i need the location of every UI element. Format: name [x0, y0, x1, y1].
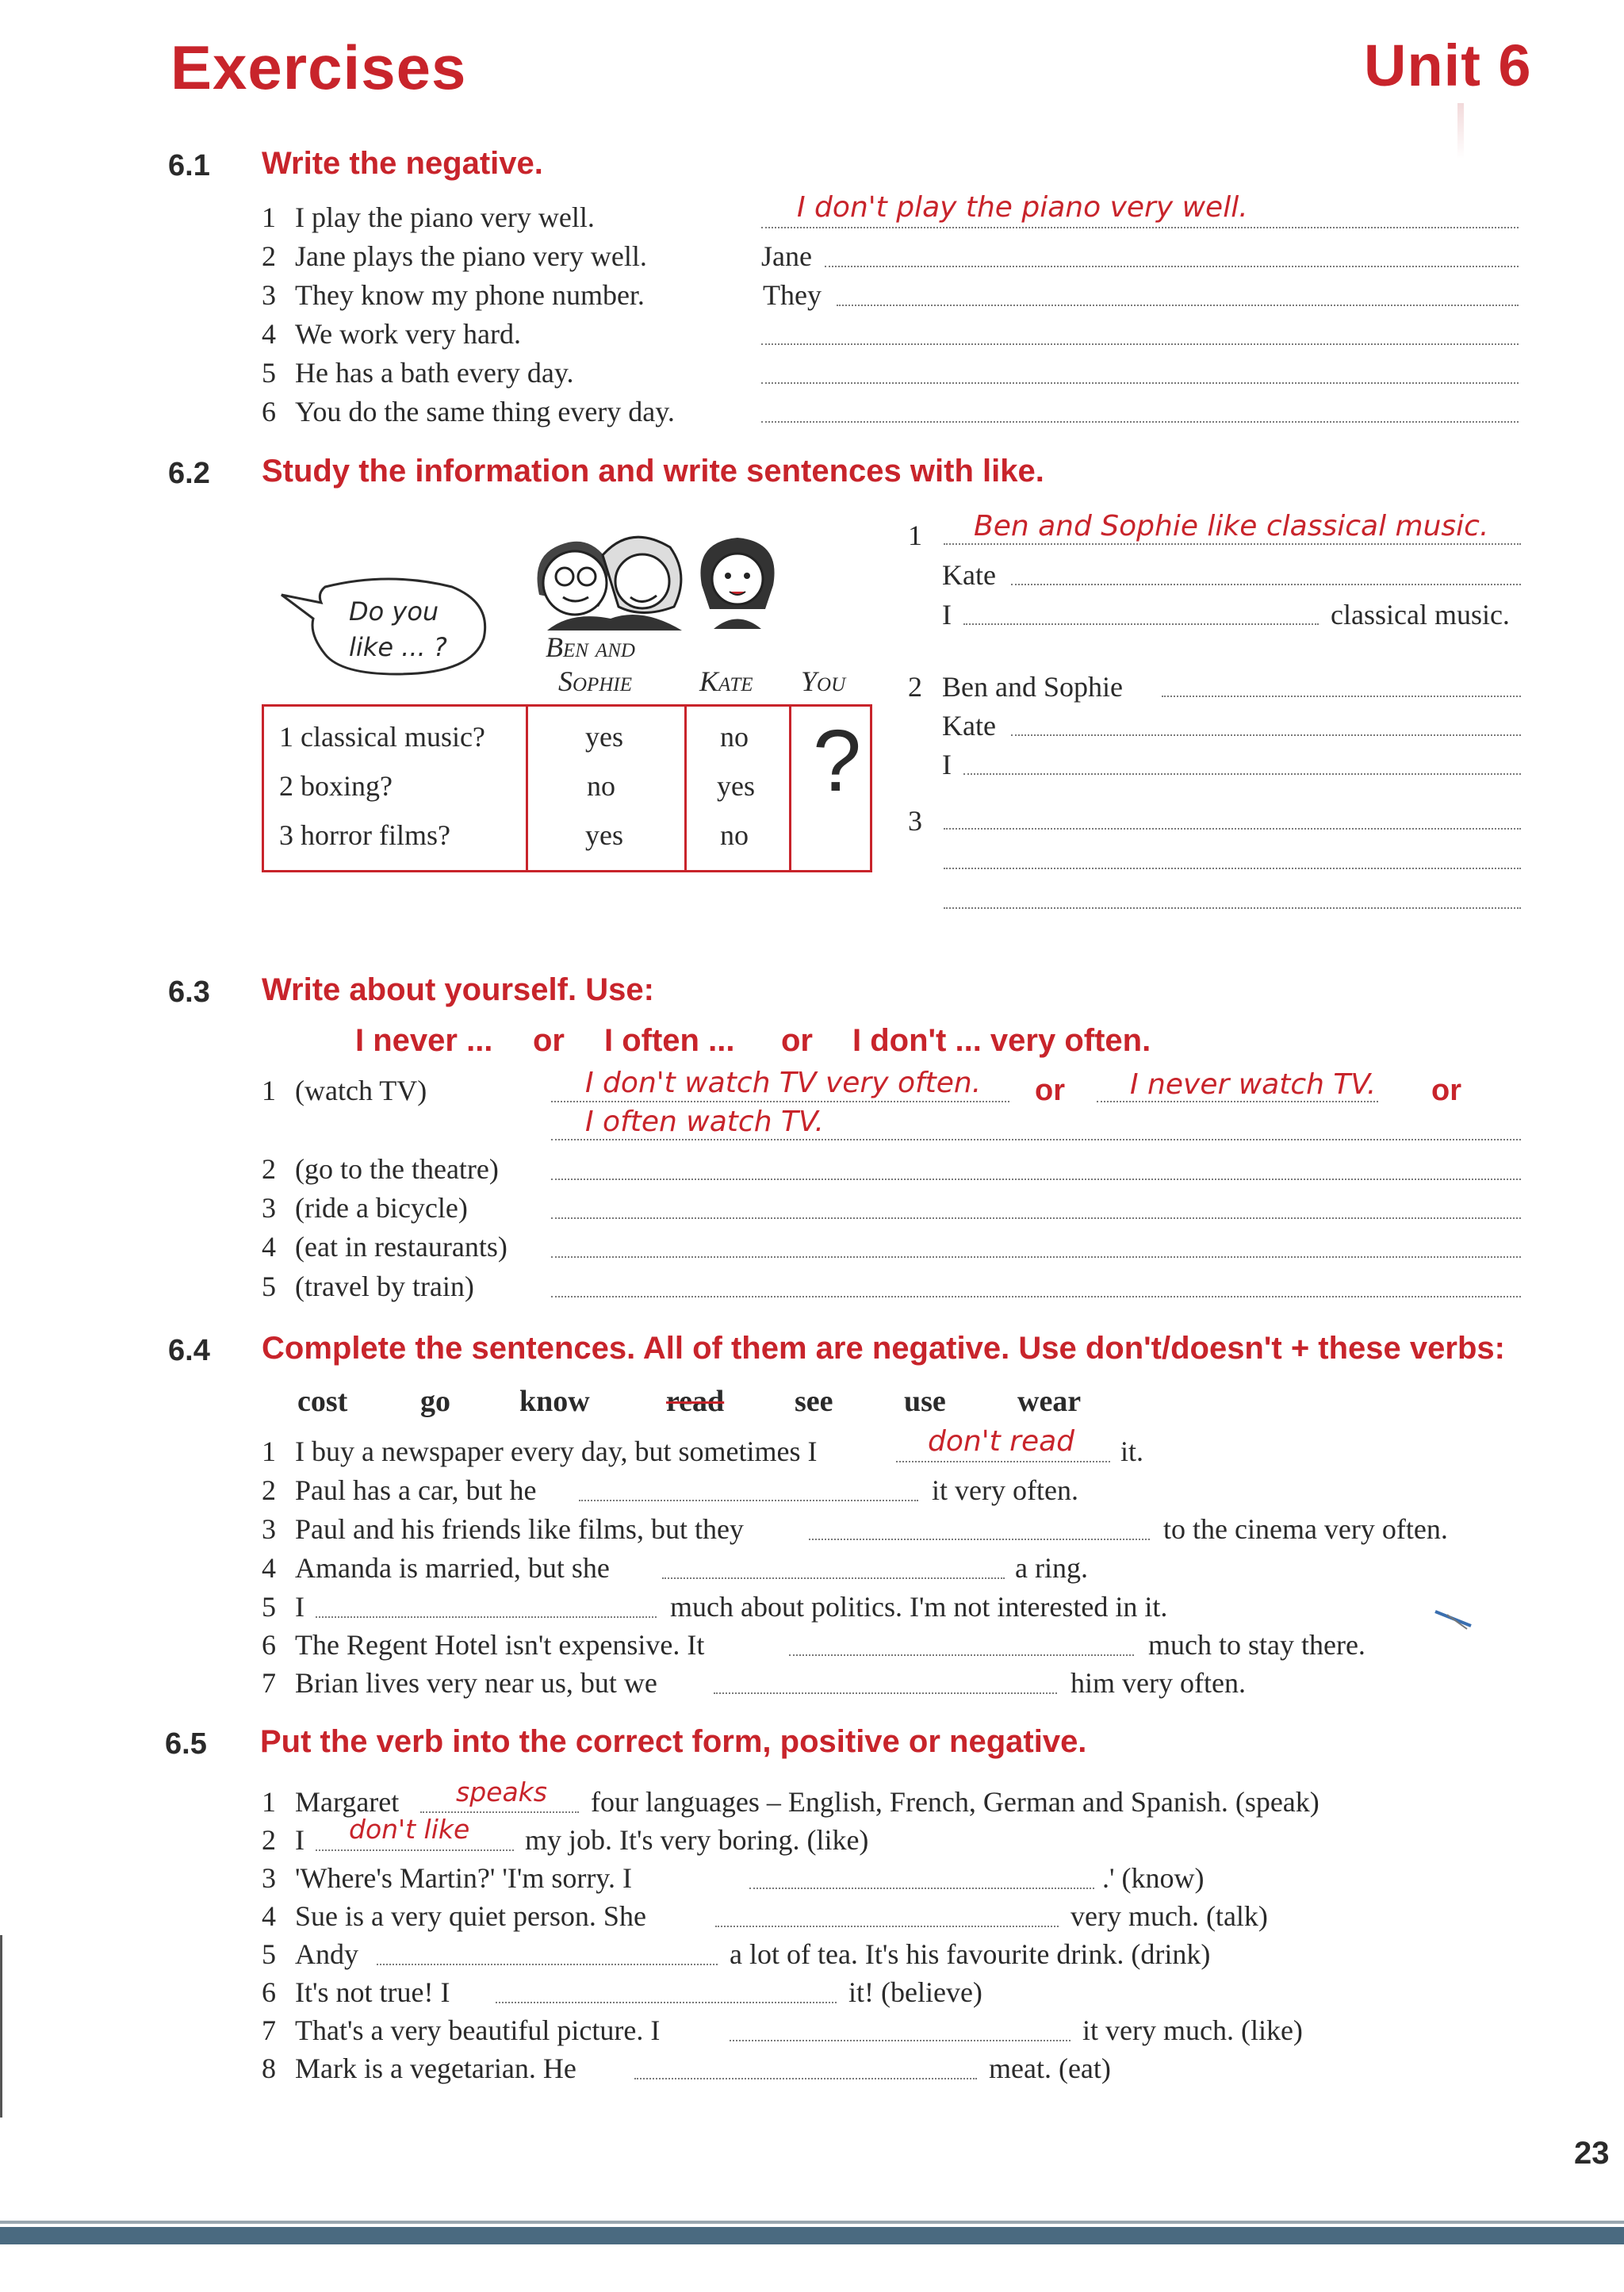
bubble-text-1: Do you — [349, 596, 439, 627]
answer-line[interactable] — [761, 382, 1519, 384]
ex4-number: 6.4 — [168, 1334, 210, 1367]
footer-bar — [0, 2227, 1624, 2244]
answer-line[interactable] — [1162, 696, 1521, 697]
answer-line[interactable] — [316, 1849, 514, 1851]
answer-line[interactable] — [551, 1101, 1009, 1102]
unit-label: Unit 6 — [1364, 33, 1532, 98]
ex1-instruction: Write the negative. — [262, 146, 543, 181]
sample-answer: Ben and Sophie like classical music. — [974, 510, 1489, 542]
answer-line[interactable] — [715, 1926, 1059, 1927]
answer-line[interactable] — [551, 1256, 1521, 1258]
answer-line[interactable] — [1097, 1101, 1378, 1102]
used-verb: read — [666, 1385, 725, 1418]
answer-line[interactable] — [551, 1217, 1521, 1219]
answer-line[interactable] — [761, 227, 1519, 228]
answer-line[interactable] — [551, 1179, 1521, 1180]
answer-line[interactable] — [662, 1577, 1005, 1579]
page-title: Exercises — [170, 33, 467, 102]
answer-line[interactable] — [1011, 584, 1521, 585]
ex4-instruction: Complete the sentences. All of them are negative. Use don't/doesn't + these verbs: — [262, 1331, 1505, 1366]
ex2-number: 6.2 — [168, 457, 210, 490]
answer-line[interactable] — [579, 1500, 918, 1501]
ex5-instruction: Put the verb into the correct form, positive or negative. — [260, 1724, 1087, 1759]
bubble-text-2: like ... ? — [349, 632, 447, 662]
col-header-kate: Kate — [699, 665, 753, 697]
answer-line[interactable] — [551, 1296, 1521, 1297]
answer-line[interactable] — [551, 1139, 1521, 1140]
answer-line[interactable] — [963, 623, 1319, 625]
answer-line[interactable] — [761, 421, 1519, 423]
answer-line[interactable] — [825, 266, 1519, 267]
ex5-number: 6.5 — [165, 1727, 207, 1761]
ben-and-sophie-illustration-icon — [523, 519, 690, 630]
answer-line[interactable] — [944, 868, 1521, 869]
answer-line[interactable] — [714, 1692, 1057, 1694]
answer-line[interactable] — [944, 543, 1521, 545]
question-mark: ? — [813, 712, 862, 810]
footer-rule — [0, 2221, 1624, 2224]
col-header-you: You — [801, 665, 846, 697]
answer-line[interactable] — [377, 1964, 718, 1965]
sample-answer: I don't watch TV very often. — [585, 1067, 982, 1099]
sample-answer: I never watch TV. — [1130, 1068, 1377, 1101]
sample-answer: I don't play the piano very well. — [797, 191, 1248, 224]
answer-line[interactable] — [420, 1811, 579, 1813]
answer-line[interactable] — [761, 343, 1519, 345]
ex3-number: 6.3 — [168, 975, 210, 1009]
sample-answer: don't read — [928, 1425, 1075, 1458]
answer-line[interactable] — [944, 828, 1521, 830]
pencil-mark-icon — [1431, 1604, 1479, 1635]
answer-line[interactable] — [837, 305, 1519, 306]
sample-answer: speaks — [456, 1776, 547, 1807]
answer-line[interactable] — [896, 1461, 1110, 1462]
kate-illustration-icon — [690, 530, 785, 629]
answer-line[interactable] — [634, 2078, 977, 2079]
ex3-instruction: Write about yourself. Use: — [262, 972, 654, 1007]
col-header-ben-and-sophie: Ben and — [546, 631, 635, 663]
ex1-number: 6.1 — [168, 149, 210, 182]
left-edge-mark — [0, 1935, 2, 2118]
answer-line[interactable] — [749, 1888, 1094, 1889]
answer-line[interactable] — [809, 1539, 1150, 1540]
margin-tab — [1457, 103, 1464, 159]
page-number: 23 — [1574, 2136, 1610, 2171]
answer-line[interactable] — [789, 1654, 1134, 1656]
ex2-instruction: Study the information and write sentences with like. — [262, 454, 1044, 489]
speech-bubble-icon — [278, 571, 500, 682]
answer-line[interactable] — [496, 2002, 837, 2003]
answer-line[interactable] — [944, 907, 1521, 909]
answer-line[interactable] — [316, 1616, 657, 1618]
col-header-sophie: Sophie — [558, 665, 632, 697]
sample-answer: don't like — [349, 1814, 470, 1845]
answer-line[interactable] — [730, 2040, 1071, 2041]
answer-line[interactable] — [963, 773, 1521, 775]
answer-line[interactable] — [1011, 734, 1521, 736]
sample-answer: I often watch TV. — [585, 1106, 824, 1138]
